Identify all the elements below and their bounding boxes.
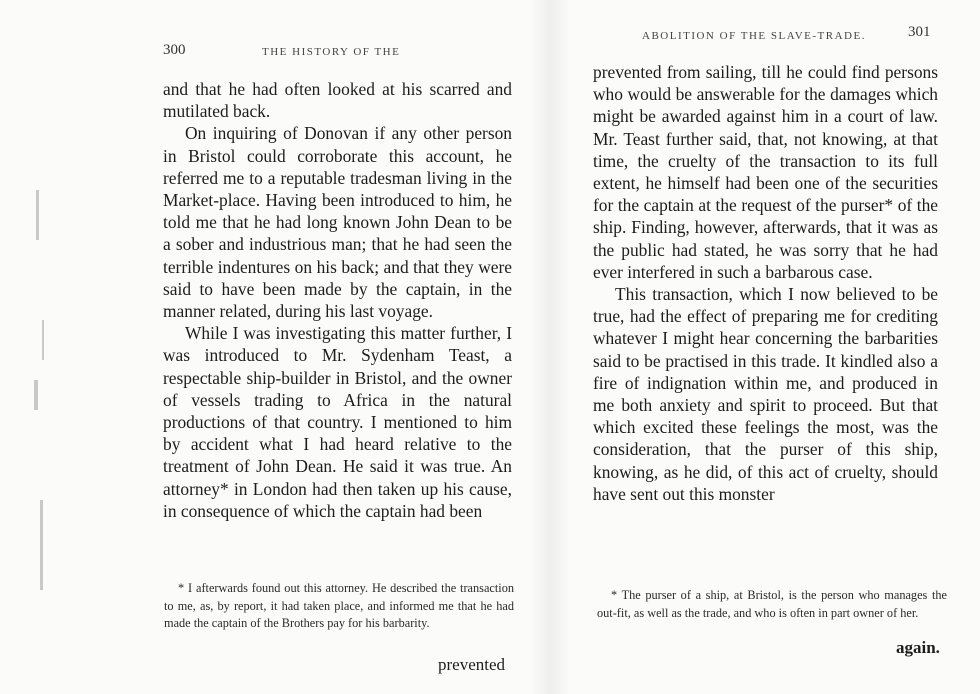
paragraph: While I was investigating this matter further, I was introduced to Mr. Sydenham Teast, a respectable ship-builder in Bristol, and the owner of vessels trading to Africa in the natural productions of that country. I mentioned to him by accident what I had heard relative to the treatment of John Dean. He said it was true. An attorney* in London had then taken up his cause, in consequence of which the captain had been <box>163 323 512 521</box>
running-head: ABOLITION OF THE SLAVE-TRADE. <box>642 30 866 42</box>
page-number: 301 <box>908 24 931 40</box>
right-body-text <box>593 61 938 505</box>
paragraph: This transaction, which I now believed to be true, had the effect of preparing me for crediting whatever I might hear concerning the barbarities said to be practised in this trade. It kindled also a fire of indignation within me, and produced in me both anxiety and spirit to proceed. But that which excited these feelings the most, was the consideration, that the purser of this ship, knowing, as he did, of this act of cruelty, should have sent out this monster <box>593 284 938 504</box>
right-page <box>540 0 980 694</box>
scan-edge-artifacts <box>28 180 58 630</box>
page-number: 300 <box>163 42 186 58</box>
running-head: THE HISTORY OF THE <box>262 46 401 58</box>
footnote: * I afterwards found out this attorney. He described the transaction to me, as, by report, it had taken place, and informed me that he had made the captain of the Brothers pay for his barbarity. <box>164 581 514 630</box>
paragraph: prevented from sailing, till he could find persons who would be answerable for the damages which might be awarded against him in a court of law. Mr. Teast further said, that, not knowing, at that time, the cruelty of the transaction to its full extent, he himself had been one of the securities for the captain at the request of the purser* of the ship. Finding, however, afterwards, that it was as the public had stated, he was sorry that he had ever interfered in such a barbarous case. <box>593 62 938 282</box>
left-body-text <box>163 78 512 522</box>
catchword: prevented <box>438 655 506 674</box>
paragraph: and that he had often looked at his scarred and mutilated back. <box>163 79 512 122</box>
footnote: * The purser of a ship, at Bristol, is the person who manages the out-fit, as well as the trade, and who is often in part owner of her. <box>597 588 947 620</box>
catchword: again. <box>896 638 940 657</box>
paragraph: On inquiring of Donovan if any other person in Bristol could corroborate this account, he referred me to a reputable tradesman living in the Market-place. Having been introduced to him, he told me that he had long known John Dean to be a sober and industrious man; that he had seen the terrible indentures on his back; and that they were said to have been made by the captain, in the manner related, during his last voyage. <box>163 123 512 322</box>
